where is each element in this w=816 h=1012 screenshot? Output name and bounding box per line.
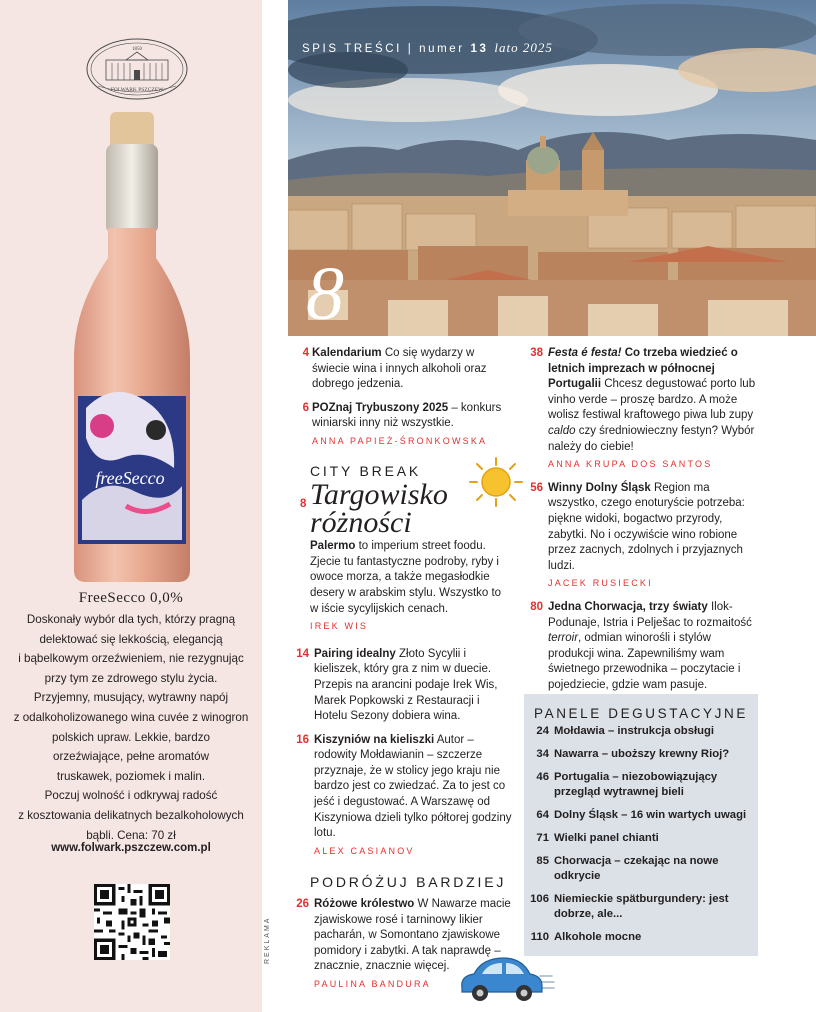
panel-title: Alkohole mocne — [554, 931, 642, 943]
page-number: 106 — [530, 893, 549, 905]
entry-author: PAULINA BANDURA — [314, 979, 431, 989]
entry-title: Kalendarium — [312, 347, 382, 359]
entry-author: ANNA PAPIEŻ-ŚRONKOWSKA — [312, 435, 488, 446]
description-line: z odalkoholizowanego wina cuvée z winogron — [13, 710, 249, 724]
panel-item[interactable] — [532, 747, 752, 762]
toc-entry[interactable] — [292, 733, 512, 860]
toc-entry[interactable] — [292, 647, 512, 725]
page-number: 8 — [300, 498, 307, 511]
panel-item[interactable] — [532, 724, 752, 739]
panels-heading: PANELE DEGUSTACYJNE — [534, 706, 748, 721]
advert-panel — [0, 0, 262, 1012]
toc-left-column — [292, 346, 512, 1001]
page-number: 85 — [536, 855, 549, 867]
description-line: orzeźwiające, pełne aromatów — [53, 750, 209, 764]
issue-header — [302, 40, 553, 56]
page-number: 64 — [536, 809, 549, 821]
page-number: 80 — [530, 600, 543, 613]
entry-text: czy średniowieczny festyn? Wybór należy do ciebie! — [548, 424, 755, 453]
description-line: i bąbelkowym orzeźwieniem, nie rezygnując — [18, 652, 244, 666]
page-number: 34 — [536, 748, 549, 760]
sun-icon — [468, 456, 524, 508]
page-number: 16 — [296, 733, 309, 746]
panel-item[interactable] — [532, 854, 752, 884]
feature-title-line: różności — [310, 506, 412, 540]
description-line: truskawek, poziomek i malin. — [56, 769, 206, 783]
page-number: 26 — [296, 898, 309, 911]
entry-title: Jedna Chorwacja, trzy światy — [548, 600, 708, 613]
panel-item[interactable] — [532, 892, 752, 922]
panel-title: Nawarra – uboższy krewny Rioj? — [554, 748, 730, 760]
folwark-logo — [84, 36, 190, 102]
page-number: 38 — [530, 347, 543, 359]
travel-heading: PODRÓŻUJ BARDZIEJ — [310, 874, 507, 891]
page-number: 56 — [530, 481, 543, 494]
logo-text: FOLWARK PSZCZEW — [110, 87, 164, 93]
toc-right-column — [526, 346, 758, 719]
panel-title: Mołdawia – instrukcja obsługi — [554, 725, 715, 737]
entry-text: Chcesz degustować porto lub vinho verde – proszę bardzo. A może wolisz festiwal kraftowego piwa lub zupy — [548, 378, 756, 422]
toc-entry[interactable] — [526, 346, 758, 473]
bottle-image — [66, 108, 198, 584]
entry-title: POZnaj Trybuszony 2025 — [312, 401, 449, 414]
description-line: Poczuj wolność i odkrywaj radość — [44, 789, 218, 803]
entry-text: – konkurs winiarski inny niż wszystkie. — [312, 401, 502, 430]
page-number: 24 — [536, 725, 549, 737]
panel-title: Dolny Śląsk – 16 win wartych uwagi — [554, 809, 747, 821]
qr-code[interactable] — [94, 884, 170, 960]
price-line: bąbli. Cena: 70 zł — [86, 828, 176, 842]
feature-page-number: 8 — [306, 252, 344, 336]
bottle-label: freeSecco — [95, 468, 165, 488]
toc-entry[interactable] — [292, 401, 512, 450]
page-number: 4 — [302, 347, 309, 359]
panel-item[interactable] — [532, 770, 752, 800]
page-number: 6 — [302, 401, 309, 414]
section-label: SPIS TREŚCI | numer — [302, 43, 465, 55]
entry-text: Autor – rodowity Mołdawianin – szczerze przyznaje, że w stolicy jego kraju nie bardzo jest co zwiedzać. Za to jest co jeść i degustować. A Warszawę od Kiszyniowa dzieli tylko półtorej godziny lotu. — [314, 733, 512, 840]
panel-title: Niemieckie spätburgundery: jest dobrze, ale... — [554, 893, 729, 920]
entry-text-italic: terroir — [548, 632, 579, 645]
issue-season: lato 2025 — [494, 40, 553, 55]
description-line: z kosztowania delikatnych bezalkoholowych — [18, 808, 244, 822]
description-line: przy tym ze zdrowego stylu życia. — [44, 671, 218, 685]
entry-title: Co trzeba wiedzieć o letnich imprezach w północnej Portugalii — [548, 347, 738, 391]
panels-list — [532, 724, 752, 953]
toc-entry[interactable] — [292, 539, 512, 635]
entry-text: W Nawarze macie zjawiskowe rosé i tarninowy likier pacharán, w Somontano zjawiskowe pomidory i zabytki. A tak naprawdę – znacznie, znacznie więcej. — [314, 898, 511, 973]
panel-title: Portugalia – niezobowiązujący przegląd wytrawnej bieli — [554, 771, 718, 798]
car-icon — [456, 952, 556, 1004]
entry-text: to imperium street foodu. Zjecie tu fantastyczne podroby, ryby i owoce morza, a także megasłodkie desery w arabskim stylu. Wszystko to w iście sycylijskich cenach. — [310, 540, 502, 615]
panel-item[interactable] — [532, 808, 752, 823]
page-divider — [262, 0, 272, 1012]
product-name: FreeSecco 0,0% — [78, 590, 184, 606]
page-number: 14 — [296, 647, 309, 660]
entry-title: Różowe królestwo — [314, 898, 415, 911]
page-number: 71 — [536, 832, 549, 844]
toc-entry[interactable] — [526, 481, 758, 592]
page-number: 110 — [530, 931, 549, 943]
issue-number: 13 — [470, 43, 489, 55]
entry-text-italic: caldo — [548, 424, 576, 437]
entry-author: JACEK RUSIECKI — [548, 578, 653, 589]
entry-text: Co się wydarzy w świecie wina i innych alkoholi oraz dobrego jedzenia. — [312, 347, 487, 391]
logo-year: 1850 — [132, 47, 142, 52]
panel-title: Wielki panel chianti — [554, 832, 659, 844]
advert-vertical-label: REKLAMA — [264, 916, 271, 964]
entry-author: ALEX CASIANOV — [314, 845, 415, 856]
panel-title: Chorwacja – czekając na nowe odkrycie — [554, 855, 719, 882]
entry-text: Region ma wszystko, czego enoturyście potrzeba: piękne widoki, bogactwo przyrody, zabytki. No i oczywiście wino robione przez zacnych, zdolnych i przyjaznych ludzi. — [548, 481, 745, 572]
entry-text: Złoto Sycylii i kieliszek, który gra z nim w duecie. Przepis na arancini podaje Irek Wis, Marek Popkowski z Restauracji i Hotelu Sezony dobiera wina. — [314, 647, 498, 723]
entry-title: Pairing idealny — [314, 647, 396, 660]
advert-url-link[interactable]: www.folwark.pszczew.com.pl — [51, 842, 211, 854]
panel-item[interactable] — [532, 930, 752, 945]
entry-title: Kiszyniów na kieliszki — [314, 733, 435, 746]
entry-text: Ilok-Podunaje, Istria i Pelješac to rozmaitość — [548, 600, 752, 629]
feature-title-line: Targowisko — [310, 478, 448, 512]
description-line: polskich upraw. Lekkie, bardzo — [52, 730, 210, 744]
entry-title-italic: Festa é festa! — [548, 347, 622, 359]
toc-entry[interactable] — [292, 346, 512, 393]
description-line: delektować się lekkością, elegancją — [39, 632, 223, 646]
entry-title: Palermo — [310, 540, 356, 553]
city-break-heading: CITY BREAK — [310, 462, 421, 479]
page-number: 46 — [536, 771, 549, 783]
tasting-panels-box — [524, 694, 758, 956]
entry-title: Winny Dolny Śląsk — [548, 481, 651, 494]
entry-author: ANNA KRUPA DOS SANTOS — [548, 459, 713, 470]
hero-image — [288, 0, 816, 336]
product-description — [10, 610, 252, 845]
panel-item[interactable] — [532, 831, 752, 846]
description-line: Przyjemny, musujący, wytrawny napój — [33, 691, 229, 705]
entry-text: , odmian winorośli i stylów produkcji wina. Zapewniliśmy wam świetnego przewodnika – poczytacie i pojedziecie, gdzie wam pasuje. — [548, 632, 741, 691]
entry-author: IREK WIS — [310, 621, 369, 632]
description-line: Doskonały wybór dla tych, którzy pragną — [26, 613, 236, 626]
